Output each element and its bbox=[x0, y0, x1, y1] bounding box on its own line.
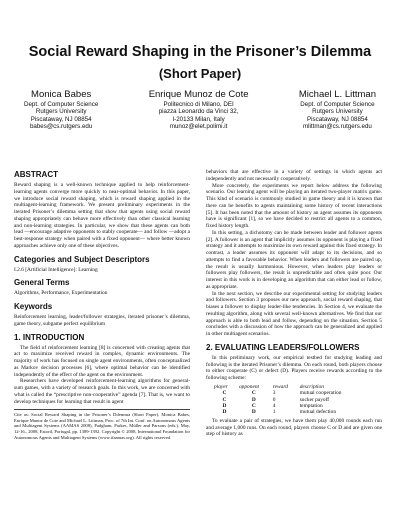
author-address: piazza Leonardo da Vinci 32, bbox=[158, 108, 239, 116]
author-email: babes@cs.rutgers.edu bbox=[29, 123, 93, 131]
author-affiliation: Rutgers University bbox=[35, 108, 87, 116]
author-name: Michael L. Littman bbox=[298, 89, 376, 100]
table-cell: C bbox=[251, 390, 256, 397]
table-header: opponent bbox=[238, 383, 260, 390]
author-affiliation: Dept. of Computer Science bbox=[24, 101, 99, 108]
table-cell: D bbox=[251, 396, 256, 403]
table-cell: C bbox=[222, 390, 227, 397]
author-address: Piscataway, NJ 08854 bbox=[307, 115, 368, 123]
author-email: munoz@elet.polimi.it bbox=[169, 123, 228, 131]
table-row bbox=[214, 409, 364, 415]
terms-text: Algorithms, Performance, Experimentation bbox=[14, 290, 108, 297]
author-email: mlittman@cs.rutgers.edu bbox=[303, 123, 372, 131]
right-column bbox=[206, 169, 382, 438]
table-cell: mutual defection bbox=[299, 409, 337, 416]
body-paragraph: In this preliminary work, our empirical testbed for studying leading and following is the iterated Prisoner’s dilemma. On each round, both players choose to either cooperate (C) or defect (D). Players receive rewards according to the following scheme: bbox=[206, 354, 382, 381]
table-cell: D bbox=[222, 409, 227, 416]
copyright-footnote: Cite as: Social Reward Shaping in the Prisoner’s Dilemma (Short Paper), Monica Babes, Enrique Munoz de Cote and Michael L. Littman, Proc. of 7th Int. Conf. on Autonomous Agents and Multiagent Systems (AAMAS 2008), Padgham, Parkes, Müller and Parsons (eds.), May, 12-16., 2008, Estoril, Portugal, pp. 1389-1392. Copyright © 2008, International Foundation for Autonomous Agents and Multiagent Systems (www.ifaamas.org). All rights reserved. bbox=[14, 409, 190, 440]
author-1 bbox=[24, 89, 98, 131]
table-header: player bbox=[214, 383, 228, 390]
author-address: I-20133 Milan, Italy bbox=[172, 115, 225, 123]
table-header: reward bbox=[272, 383, 288, 390]
table-cell: 0 bbox=[272, 396, 276, 403]
table-cell: C bbox=[251, 402, 256, 409]
author-affiliation: Rutgers University bbox=[312, 108, 363, 116]
section2-heading: 2. EVALUATING LEADERS/FOLLOWERS bbox=[206, 342, 360, 352]
categories-heading: Categories and Subject Descriptors bbox=[14, 254, 150, 264]
author-3 bbox=[299, 89, 376, 131]
table-header: description bbox=[299, 383, 324, 390]
introduction-paragraph: The field of reinforcement learning [8] is concerned with creating agents that act to maximize received reward in complex, dynamic environments. The majority of work has focused on single agent environments, often conceptualized as Markov decision processes [6], where optimal behavior can be identified independently of the effect of the agent on the environment. bbox=[14, 344, 190, 378]
payoff-table bbox=[214, 384, 364, 416]
author-name: Monica Babes bbox=[31, 89, 92, 100]
terms-heading: General Terms bbox=[14, 278, 70, 288]
body-paragraph: To evaluate a pair of strategies, we have them play 40,000 rounds each run and average 1,000 runs. On each round, players choose C or D and are given one step of history as bbox=[206, 417, 382, 438]
table-cell: mutual cooperation bbox=[299, 390, 342, 397]
table-cell: temptation bbox=[299, 402, 323, 409]
paper-title: Social Reward Shaping in the Prisoner’s Dilemma bbox=[28, 44, 372, 60]
author-2 bbox=[149, 89, 249, 131]
table-cell: D bbox=[222, 402, 227, 409]
table-cell: sucker payoff bbox=[299, 396, 330, 403]
table-cell: C bbox=[222, 396, 227, 403]
keywords-text: Reinforcement learning, leader/follower strategies, iterated prisoner’s dilemma, game theory, subgame perfect equilibrium bbox=[14, 314, 190, 327]
table-cell: 4 bbox=[272, 402, 276, 409]
abstract-heading: ABSTRACT bbox=[14, 170, 58, 179]
introduction-heading: 1. INTRODUCTION bbox=[14, 332, 85, 342]
body-paragraph: In the next section, we describe our experimental setting for studying leaders and followers. Section 3 proposes our new approach, social reward shaping, that biases a follower to display leader-like tendencies. In Section 4, we evaluate the resulting algorithm, along with several well-known alternatives. We find that our approach is able to both lead and follow, depending on the situation. Section 5 concludes with a discussion of how the approach can be generalized and applied in other multiagent scenarios. bbox=[206, 290, 382, 337]
categories-text: I.2.6 [Artificial Intelligence]: Learning bbox=[14, 266, 98, 273]
table-cell: D bbox=[251, 409, 256, 416]
author-address: Piscataway, NJ 08854 bbox=[30, 115, 92, 123]
author-name: Enrique Munoz de Cote bbox=[148, 89, 249, 100]
left-column bbox=[14, 170, 190, 440]
abstract-text: Reward shaping is a well-known technique applied to help reinforcement-learning agents converge more quickly to near-optimal behavior. In this paper, we introduce social reward shaping, which is reward shaping applied in the multiagent-learning framework. We present preliminary experiments in the iterated Prisoner’s dilemma setting that show that agents using social reward shaping appropriately can behave more effectively than other classical learning and non-learning strategies. In particular, we show that these agents can both lead —encourage adaptive opponents to stably cooperate— and follow —adopt a best-response strategy when paired with a fixed opponent— where better known approaches achieve only one of these objectives. bbox=[14, 182, 190, 249]
table-cell: 3 bbox=[272, 390, 276, 397]
keywords-heading: Keywords bbox=[14, 302, 53, 311]
author-block bbox=[24, 89, 376, 131]
paper-subtitle: (Short Paper) bbox=[158, 66, 242, 81]
body-paragraph: In this setting, a dichotomy can be made between leader and follower agents [2]. A follower is an agent that implicitly assumes its opponent is playing a fixed strategy and it attempts to maximize its own reward against this fixed strategy. In contrast, a leader assumes its opponent will adapt to its decisions, and so attempts to find a favorable behavior. When leaders and followers are paired up, the result is usually harmonious. However, when leaders play leaders or followers play followers, the result is unpredictable and often quite poor. Our interest in this work is in developing an algorithm that can either lead or follow, as appropriate. bbox=[206, 229, 382, 290]
table-cell: 1 bbox=[272, 409, 276, 416]
introduction-paragraph: Researchers have developed reinforcement-learning algorithms for general-sum games, with a variety of research goals. In this work, we are concerned with what is called the “prescriptive non-cooperative” agenda [7]. That is, we want to develop techniques for learning that result in agent bbox=[14, 378, 190, 405]
body-paragraph: behaviors that are effective in a variety of settings in which agents act independently and not necessarily cooperatively. bbox=[206, 169, 382, 182]
author-affiliation: Politecnico di Milano, DEI bbox=[163, 101, 234, 108]
author-affiliation: Dept. of Computer Science bbox=[300, 101, 375, 108]
body-paragraph: More concretely, the experiments we report below address the following scenario. Our learning agent will be playing an iterated two-player matrix game. This kind of scenario is commonly studied in game theory and it is known that there can be benefits to agents maintaining some history of recent interactions [5]. It has been noted that the amount of history an agent assumes its opponents have is significant [1], so we have decided to restrict all agents to a common, fixed history length. bbox=[206, 182, 382, 229]
